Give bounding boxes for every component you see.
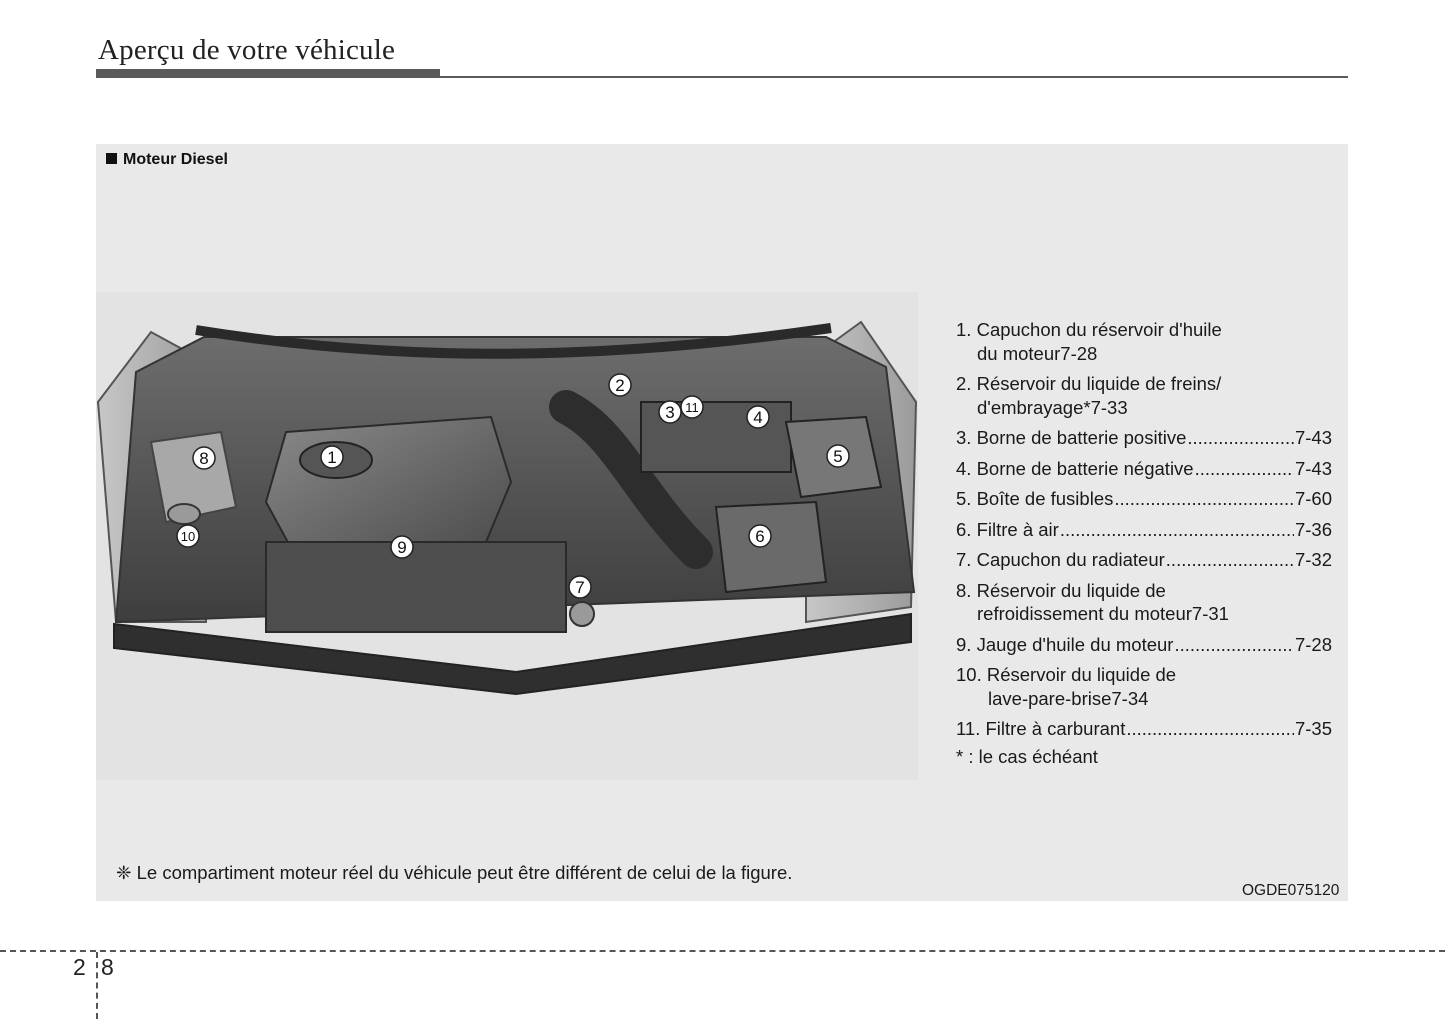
callout-8 <box>193 447 215 469</box>
svg-text:1: 1 <box>327 448 337 467</box>
svg-text:11: 11 <box>685 400 699 415</box>
title-underline-thin <box>440 76 1348 78</box>
section-title <box>106 151 228 169</box>
svg-text:6: 6 <box>755 527 765 546</box>
callout-2 <box>609 374 631 396</box>
svg-text:3: 3 <box>665 403 675 422</box>
callout-3 <box>659 401 681 423</box>
callout-4 <box>747 406 769 428</box>
legend-item: 2. Réservoir du liquide de freins/ d'embrayage* 7-33 <box>956 373 1222 418</box>
engine-compartment-illustration <box>96 292 918 780</box>
callout-1 <box>321 446 343 468</box>
page-number: 8 <box>101 954 114 980</box>
legend-item: 9. Jauge d'huile du moteur ..... 7-28 <box>956 633 1332 657</box>
svg-text:9: 9 <box>397 538 407 557</box>
component-legend <box>956 318 1332 768</box>
section-title-text: Moteur Diesel <box>123 151 228 168</box>
svg-text:5: 5 <box>833 447 843 466</box>
legend-item: 10. Réservoir du liquide de lave-pare-brise 7-34 <box>956 664 1177 709</box>
svg-text:8: 8 <box>199 449 209 468</box>
callout-5 <box>827 445 849 467</box>
callout-7 <box>569 576 591 598</box>
svg-text:2: 2 <box>615 376 625 395</box>
title-underline-thick <box>96 69 440 78</box>
engine-bay-drawing <box>96 292 918 780</box>
legend-item: 11. Filtre à carburant ..... 7-35 <box>956 717 1332 741</box>
page-footer-divider <box>0 950 1445 952</box>
svg-text:7: 7 <box>575 578 585 597</box>
legend-item: 6. Filtre à air ..... 7-36 <box>956 518 1332 542</box>
callout-6 <box>749 525 771 547</box>
callout-10 <box>177 525 199 547</box>
legend-item: 1. Capuchon du réservoir d'huile du moteur 7-28 <box>956 319 1222 364</box>
svg-text:10: 10 <box>180 529 196 544</box>
legend-note: * : le cas échéant <box>956 745 1098 767</box>
section-number: 2 <box>73 954 86 980</box>
legend-item: 7. Capuchon du radiateur ..... 7-32 <box>956 548 1332 572</box>
square-bullet-icon <box>106 153 117 164</box>
legend-item: 4. Borne de batterie négative ..... 7-43 <box>956 457 1332 481</box>
svg-text:4: 4 <box>753 408 763 427</box>
figure-footnote: ❈ Le compartiment moteur réel du véhicule peut être différent de celui de la figure. <box>116 862 793 883</box>
page-title: Aperçu de votre véhicule <box>98 34 396 66</box>
callout-11 <box>681 396 703 418</box>
callout-9 <box>391 536 413 558</box>
legend-item: 8. Réservoir du liquide de refroidissement du moteur 7-31 <box>956 579 1229 624</box>
page-number-divider <box>96 952 98 1019</box>
figure-code: OGDE075120 <box>1242 882 1340 899</box>
legend-item: 3. Borne de batterie positive ..... 7-43 <box>956 426 1332 450</box>
legend-item: 5. Boîte de fusibles ..... 7-60 <box>956 487 1332 511</box>
